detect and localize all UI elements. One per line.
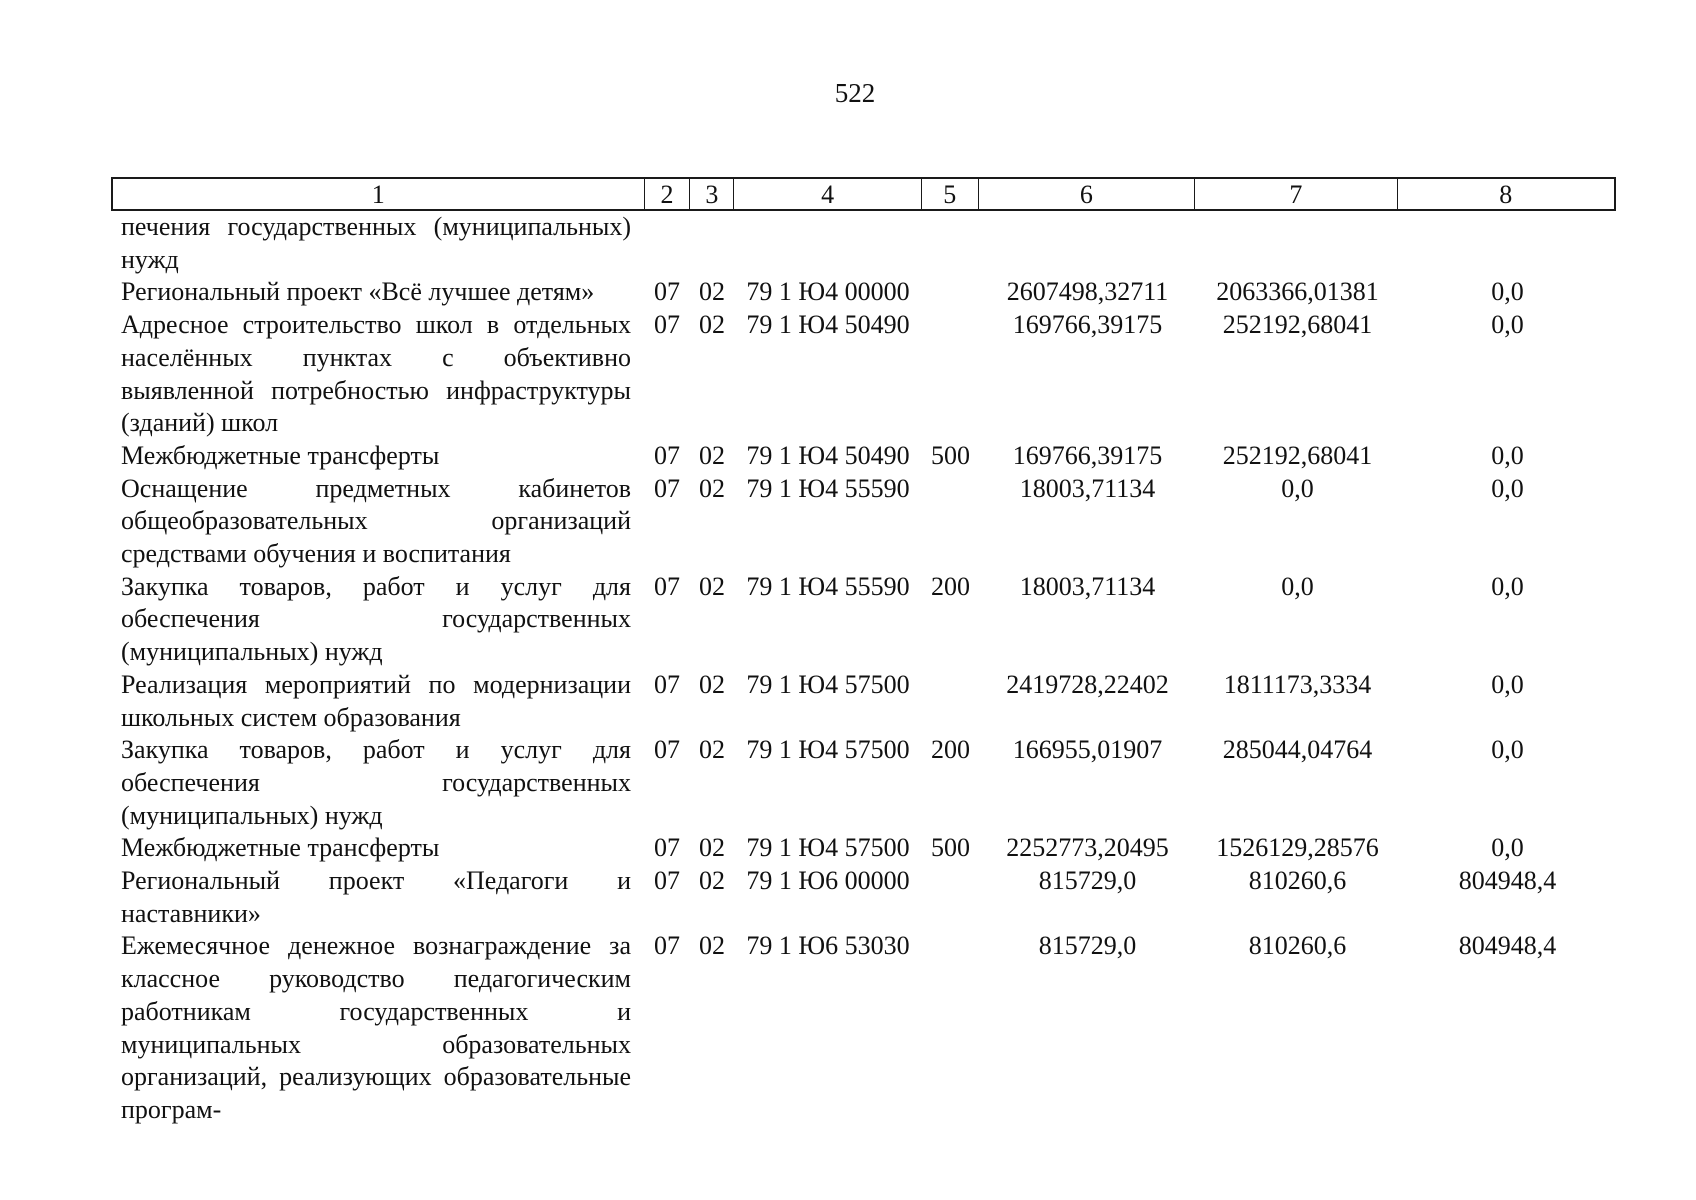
- row-amount-col8: 0,0: [1491, 277, 1524, 307]
- row-expense-type: [922, 669, 979, 734]
- table-body: [111, 211, 1616, 1127]
- row-amount-col6: 2607498,32711: [1006, 277, 1169, 307]
- row-subsection: 02: [699, 310, 725, 340]
- row-amount-col6: [979, 211, 1196, 276]
- column-header-1: 1: [113, 179, 645, 209]
- row-subsection: 02: [699, 735, 725, 765]
- row-section: 07: [654, 931, 680, 961]
- row-target-code: 79 1 Ю4 50490: [746, 310, 910, 340]
- row-section: 07: [654, 277, 680, 307]
- row-expense-type: 200: [931, 735, 970, 765]
- row-section: 07: [654, 866, 680, 896]
- row-target-code: 79 1 Ю4 57500: [746, 669, 910, 699]
- row-target-code: 79 1 Ю4 55590: [746, 571, 910, 601]
- row-name: печения государственных (муниципальных) нужд: [121, 212, 631, 274]
- row-target-code: [734, 211, 922, 276]
- row-amount-col6: 815729,0: [1038, 931, 1137, 961]
- row-name: Закупка товаров, работ и услуг для обеспечения государственных (муниципальных) нужд: [121, 571, 631, 667]
- row-section: 07: [654, 440, 680, 470]
- table-row: [111, 734, 1616, 832]
- row-target-code: 79 1 Ю4 00000: [746, 277, 910, 307]
- row-amount-col6: 815729,0: [1038, 866, 1137, 896]
- row-subsection: 02: [699, 669, 725, 699]
- table-row: [111, 930, 1616, 1126]
- row-amount-col6: 169766,39175: [1012, 440, 1163, 470]
- row-amount-col6: 18003,71134: [1019, 571, 1156, 601]
- row-name: Закупка товаров, работ и услуг для обеспечения государственных (муниципальных) нужд: [121, 735, 631, 830]
- row-amount-col7: 810260,6: [1248, 931, 1347, 961]
- table-row: [111, 440, 1616, 473]
- row-target-code: 79 1 Ю4 50490: [746, 440, 910, 470]
- row-subsection: 02: [699, 931, 725, 961]
- row-amount-col8: [1399, 211, 1616, 276]
- row-amount-col8: 804948,4: [1458, 931, 1557, 961]
- row-subsection: 02: [699, 473, 725, 503]
- table-row: [111, 832, 1616, 865]
- row-expense-type: [922, 276, 979, 309]
- row-target-code: 79 1 Ю4 55590: [746, 473, 910, 503]
- row-expense-type: 500: [931, 833, 970, 863]
- row-amount-col8: 0,0: [1491, 735, 1524, 765]
- row-amount-col7: 0,0: [1281, 571, 1314, 601]
- row-subsection: 02: [699, 571, 725, 601]
- row-amount-col7: 810260,6: [1248, 866, 1347, 896]
- table-row: [111, 211, 1616, 276]
- row-name: Межбюджетные трансферты: [121, 833, 440, 863]
- column-header-4: 4: [734, 179, 922, 209]
- column-header-6: 6: [979, 179, 1195, 209]
- row-name: Адресное строительство школ в отдельных населённых пунктах с объективно выявленной потребностью инфраструктуры (зданий) школ: [121, 310, 631, 438]
- row-amount-col6: 166955,01907: [1012, 735, 1163, 765]
- budget-table: [111, 177, 1616, 1127]
- column-header-3: 3: [690, 179, 734, 209]
- column-header-2: 2: [645, 179, 691, 209]
- row-target-code: 79 1 Ю6 00000: [746, 866, 910, 896]
- row-expense-type: [922, 309, 979, 440]
- row-amount-col7: 285044,04764: [1222, 735, 1373, 765]
- row-subsection: 02: [699, 440, 725, 470]
- table-row: [111, 669, 1616, 734]
- row-target-code: 79 1 Ю4 57500: [746, 735, 910, 765]
- page-number: 522: [834, 78, 876, 108]
- row-amount-col8: 804948,4: [1458, 866, 1557, 896]
- row-amount-col8: 0,0: [1491, 310, 1524, 340]
- row-amount-col7: [1196, 211, 1399, 276]
- row-name: Региональный проект «Всё лучшее детям»: [121, 277, 595, 307]
- row-amount-col6: 169766,39175: [1012, 310, 1163, 340]
- row-expense-type: [922, 211, 979, 276]
- row-name: Региональный проект «Педагоги и наставники»: [121, 866, 631, 928]
- row-section: 07: [654, 571, 680, 601]
- row-amount-col7: 0,0: [1281, 473, 1314, 503]
- row-expense-type: [922, 473, 979, 571]
- row-section: 07: [654, 735, 680, 765]
- row-expense-type: [922, 930, 979, 1126]
- row-amount-col8: 0,0: [1491, 571, 1524, 601]
- column-header-5: 5: [922, 179, 979, 209]
- row-name: Реализация мероприятий по модернизации школьных систем образования: [121, 669, 631, 732]
- row-section: 07: [654, 473, 680, 503]
- row-name: Ежемесячное денежное вознаграждение за классное руководство педагогическим работникам государственных и муниципальных образовательных организаций, реализующих образовательные програм-: [121, 931, 631, 1124]
- row-expense-type: [922, 865, 979, 930]
- row-amount-col8: 0,0: [1491, 440, 1524, 470]
- row-section: 07: [654, 833, 680, 863]
- row-subsection: 02: [699, 833, 725, 863]
- row-section: 07: [654, 310, 680, 340]
- column-header-7: 7: [1195, 179, 1397, 209]
- table-row: [111, 865, 1616, 930]
- row-section: 07: [654, 669, 680, 699]
- row-target-code: 79 1 Ю6 53030: [746, 931, 910, 961]
- row-amount-col6: 2419728,22402: [1006, 669, 1169, 699]
- row-expense-type: 500: [931, 440, 970, 470]
- row-amount-col7: 1526129,28576: [1216, 833, 1379, 863]
- row-amount-col6: 18003,71134: [1019, 473, 1156, 503]
- table-row: [111, 473, 1616, 571]
- row-amount-col8: 0,0: [1491, 833, 1524, 863]
- row-subsection: [690, 211, 734, 276]
- table-row: [111, 276, 1616, 309]
- table-row: [111, 571, 1616, 669]
- row-amount-col8: 0,0: [1491, 669, 1524, 699]
- column-number-header: [111, 177, 1616, 211]
- row-target-code: 79 1 Ю4 57500: [746, 833, 910, 863]
- row-name: Оснащение предметных кабинетов общеобразовательных организаций средствами обучения и воспитания: [121, 473, 631, 569]
- row-amount-col6: 2252773,20495: [1006, 833, 1169, 863]
- row-name: Межбюджетные трансферты: [121, 440, 440, 470]
- row-subsection: 02: [699, 866, 725, 896]
- row-amount-col7: 252192,68041: [1222, 440, 1373, 470]
- row-amount-col7: 1811173,3334: [1223, 669, 1372, 699]
- row-section: [644, 211, 690, 276]
- row-amount-col7: 2063366,01381: [1216, 277, 1379, 307]
- table-row: [111, 309, 1616, 440]
- column-header-8: 8: [1499, 180, 1513, 209]
- row-amount-col7: 252192,68041: [1222, 310, 1373, 340]
- row-amount-col8: 0,0: [1491, 473, 1524, 503]
- row-subsection: 02: [699, 277, 725, 307]
- row-expense-type: 200: [931, 571, 970, 601]
